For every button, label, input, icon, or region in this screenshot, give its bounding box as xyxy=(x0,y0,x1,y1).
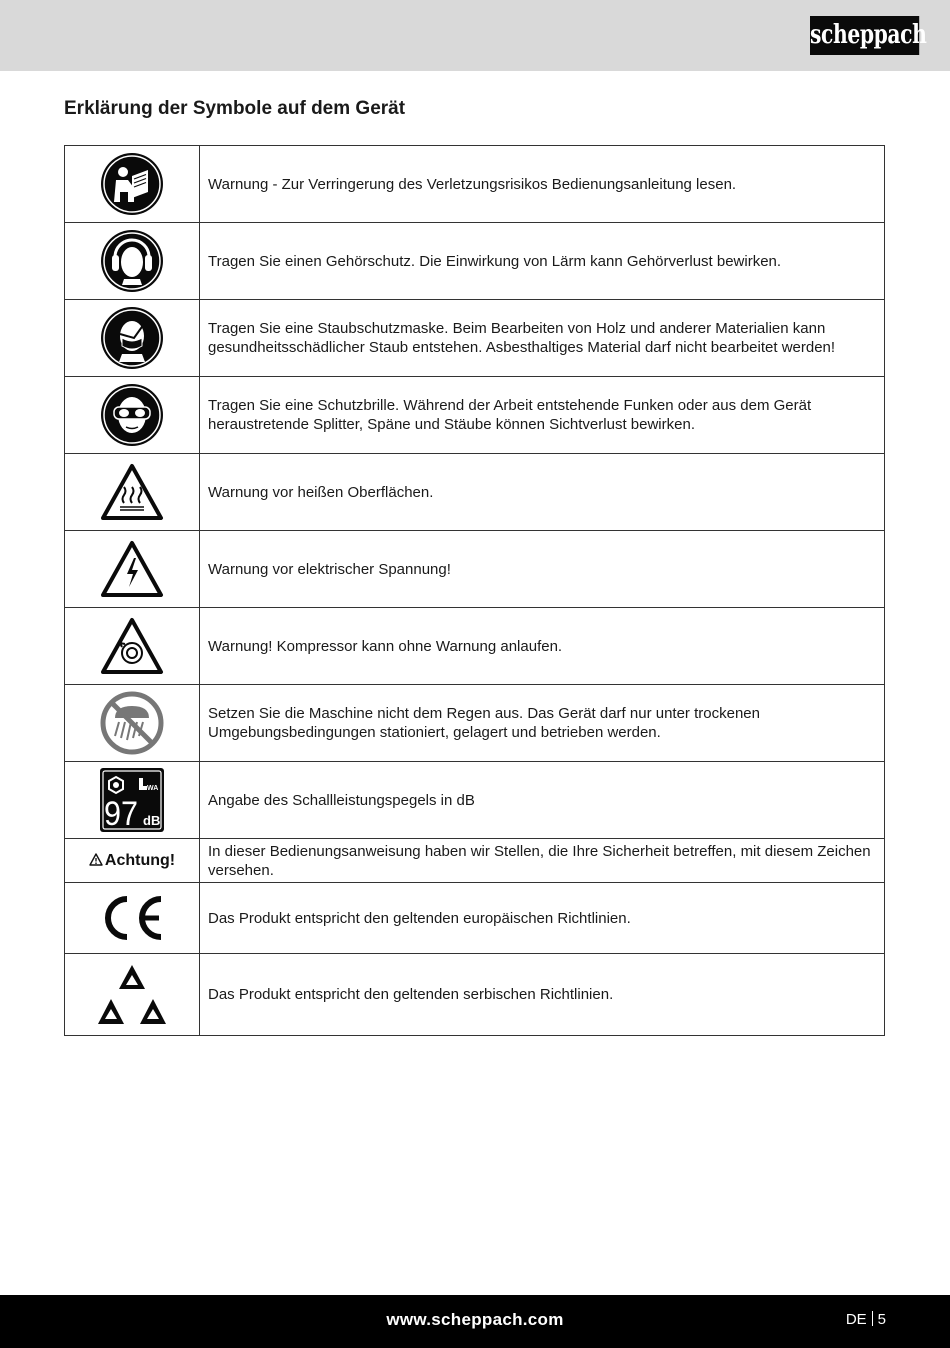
description: Tragen Sie eine Staubschutzmaske. Beim Bearbeiten von Holz und anderer Materialien kann gesundheitsschädlicher Staub entstehen. Asbesthaltiges Material darf nicht bearbeitet werden! xyxy=(200,300,885,377)
sound-power-unit: dB xyxy=(143,813,161,828)
description: Tragen Sie eine Schutzbrille. Während der Arbeit entstehende Funken oder aus dem Gerät heraustretende Splitter, Späne und Stäube können Sichtverlust bewirken. xyxy=(200,377,885,454)
table-row xyxy=(65,454,885,531)
description: Warnung! Kompressor kann ohne Warnung anlaufen. xyxy=(200,608,885,685)
sound-power-value: 97 xyxy=(104,795,138,833)
safety-goggles-icon xyxy=(100,383,164,447)
icon-cell xyxy=(65,608,200,685)
table-row xyxy=(65,531,885,608)
no-rain-icon xyxy=(99,690,165,756)
page-title: Erklärung der Symbole auf dem Gerät xyxy=(64,98,406,119)
page-indicator xyxy=(846,1311,886,1328)
table-row xyxy=(65,146,885,223)
dust-mask-icon xyxy=(100,306,164,370)
description: Warnung vor heißen Oberflächen. xyxy=(200,454,885,531)
achtung-label xyxy=(89,852,175,869)
sound-power-icon xyxy=(99,767,165,833)
table-row xyxy=(65,300,885,377)
footer-website-link[interactable]: www.scheppach.com xyxy=(386,1310,564,1329)
header-band xyxy=(0,0,950,71)
icon-cell xyxy=(65,762,200,839)
table-row xyxy=(65,954,885,1036)
description: In dieser Bedienungsanweisung haben wir Stellen, die Ihre Sicherheit betreffen, mit diesem Zeichen versehen. xyxy=(200,839,885,883)
ce-mark-icon xyxy=(99,895,165,941)
table-row xyxy=(65,883,885,954)
table-row xyxy=(65,839,885,883)
symbol-table xyxy=(64,145,885,1036)
icon-cell xyxy=(65,454,200,531)
table-row xyxy=(65,377,885,454)
icon-cell xyxy=(65,839,200,883)
table-row xyxy=(65,608,885,685)
icon-cell xyxy=(65,954,200,1036)
icon-cell xyxy=(65,883,200,954)
achtung-text: Achtung! xyxy=(104,851,176,869)
language-code: DE xyxy=(845,1311,867,1328)
description: Setzen Sie die Maschine nicht dem Regen aus. Das Gerät darf nur unter trockenen Umgebungsbedingungen stationiert, gelagert und betrieben werden. xyxy=(200,685,885,762)
icon-cell xyxy=(65,377,200,454)
ear-protection-icon xyxy=(100,229,164,293)
icon-cell xyxy=(65,146,200,223)
icon-cell xyxy=(65,223,200,300)
automatic-start-icon xyxy=(100,617,164,675)
table-row xyxy=(65,685,885,762)
table-row xyxy=(65,223,885,300)
footer xyxy=(0,1295,950,1348)
icon-cell xyxy=(65,300,200,377)
description: Warnung - Zur Verringerung des Verletzungsrisikos Bedienungsanleitung lesen. xyxy=(200,146,885,223)
page-separator xyxy=(872,1311,873,1326)
serbian-conformity-icon xyxy=(95,962,169,1028)
warning-triangle-icon xyxy=(89,853,103,866)
table-row xyxy=(65,762,885,839)
sound-power-sub-label: WA xyxy=(147,785,159,792)
brand-logo: scheppach xyxy=(810,16,919,55)
electric-voltage-icon xyxy=(100,540,164,598)
description: Das Produkt entspricht den geltenden europäischen Richtlinien. xyxy=(200,883,885,954)
hot-surface-icon xyxy=(100,463,164,521)
description: Das Produkt entspricht den geltenden serbischen Richtlinien. xyxy=(200,954,885,1036)
description: Tragen Sie einen Gehörschutz. Die Einwirkung von Lärm kann Gehörverlust bewirken. xyxy=(200,223,885,300)
description: Angabe des Schallleistungspegels in dB xyxy=(200,762,885,839)
page-number: 5 xyxy=(877,1311,886,1328)
read-manual-icon xyxy=(100,152,164,216)
icon-cell xyxy=(65,685,200,762)
description: Warnung vor elektrischer Spannung! xyxy=(200,531,885,608)
icon-cell xyxy=(65,531,200,608)
